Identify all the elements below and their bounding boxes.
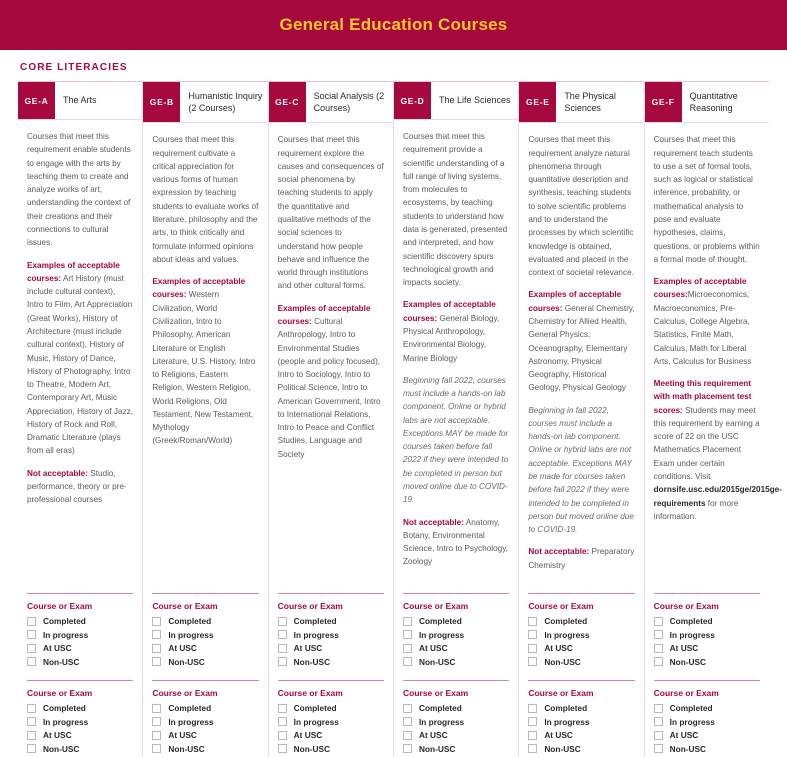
checkbox-icon[interactable]: [654, 644, 663, 653]
ge-category-name: Quantitative Reasoning: [689, 91, 738, 114]
requirement-description: Courses that meet this requirement teach students to use a set of formal tools, such as logical or statistical inference, probability, or mathematical analysis to pose and evaluate hypotheses, claims, questions, or problems within a formal mode of thought.: [653, 135, 760, 264]
checkbox-icon[interactable]: [278, 744, 287, 753]
checkbox-row[interactable]: [152, 730, 258, 740]
checkbox-row[interactable]: [528, 730, 634, 740]
checkbox-row[interactable]: [152, 616, 258, 626]
acceptable-courses-label: Examples of acceptable courses:: [277, 303, 371, 326]
requirement-description: Courses that meet this requirement cultivate a critical appreciation for various forms of human expression by teaching students to evaluate works of literature, philosophy and the arts, to think critically and formulate informed opinions about ideas and values.: [152, 135, 259, 264]
checkbox-icon[interactable]: [654, 657, 663, 666]
course-or-exam-group: [278, 593, 384, 670]
acceptable-courses-text: Art History (must include cultural context), Intro to Film, Art Appreciation (Great Works), History of Architecture (must include cultural context), History of Music, History of Dance, History of Photography, Intro to Theatre, Modern Art, Contemporary Art, Music Appreciation, History of Jazz, History of Rock and Roll, Dramatic Literature (plays from all eras): [27, 273, 134, 456]
checkbox-icon[interactable]: [528, 617, 537, 626]
checkbox-label: Completed: [418, 703, 462, 713]
checkbox-row[interactable]: [278, 717, 384, 727]
checkbox-icon[interactable]: [27, 744, 36, 753]
checkbox-label: In progress: [168, 629, 214, 640]
checkbox-label: Non-USC: [669, 743, 707, 754]
checkbox-label: Completed: [293, 703, 337, 713]
checkbox-label: In progress: [669, 716, 715, 727]
flex-spacer: [278, 470, 384, 583]
checkbox-icon[interactable]: [27, 617, 36, 626]
checkbox-row[interactable]: [654, 703, 760, 713]
checkbox-row[interactable]: [403, 703, 509, 713]
checkbox-row[interactable]: [278, 616, 384, 626]
checkbox-icon[interactable]: [528, 744, 537, 753]
course-or-exam-group: [403, 593, 509, 670]
checkbox-icon[interactable]: [152, 617, 161, 626]
checkbox-row[interactable]: [654, 630, 760, 640]
acceptable-courses-block: [403, 298, 509, 364]
ge-code-badge: GE-B: [143, 82, 180, 122]
course-or-exam-group: [528, 680, 634, 757]
checkbox-label: Completed: [669, 703, 713, 713]
ge-code-badge: GE-D: [394, 82, 431, 119]
checkbox-label: Completed: [43, 703, 86, 713]
checkbox-label: Completed: [418, 616, 462, 626]
course-or-exam-group: [27, 593, 133, 670]
math-placement-block: [653, 377, 782, 523]
checkbox-label: At USC: [293, 730, 323, 740]
ge-column-header: [394, 82, 518, 120]
checkbox-label: In progress: [293, 629, 339, 640]
checkbox-row[interactable]: [654, 744, 760, 754]
checkbox-label: In progress: [168, 716, 214, 727]
course-or-exam-title: Course or Exam: [528, 688, 594, 698]
checkbox-row[interactable]: [152, 703, 258, 713]
checkbox-label: In progress: [418, 716, 465, 727]
acceptable-courses-text: General Chemistry, Chemistry for Allied Health, General Physics, Oceanography, Elementary Astronomy, Physical Geography, Historical Geology, Physical Geology: [528, 303, 635, 393]
checkbox-icon[interactable]: [278, 704, 287, 713]
checkbox-row[interactable]: [27, 717, 133, 727]
course-or-exam-title: Course or Exam: [653, 688, 719, 698]
not-acceptable-block: [27, 467, 133, 507]
course-or-exam-title: Course or Exam: [27, 688, 93, 698]
checkbox-label: In progress: [43, 629, 89, 640]
acceptable-courses-text: General Biology, Physical Anthropology, Environmental Biology, Marine Biology: [402, 313, 500, 363]
checkbox-label: At USC: [43, 643, 72, 653]
checkbox-icon[interactable]: [27, 657, 36, 666]
checkbox-icon[interactable]: [278, 731, 287, 740]
checkbox-label: Completed: [168, 616, 212, 626]
checkbox-icon[interactable]: [278, 630, 287, 639]
acceptable-courses-text: Cultural Anthropology, Intro to Environmental Studies (people and policy focused), Intro to Sociology, Intro to Political Science, Intro to American Government, Intro to International Relations, Intro to Peace and Conflict Studies, Language and Society: [277, 316, 381, 459]
not-acceptable-text: Preparatory Chemistry: [528, 547, 635, 570]
not-acceptable-label: Not acceptable:: [402, 517, 464, 527]
checkbox-row[interactable]: [152, 657, 258, 667]
checkbox-label: Non-USC: [669, 656, 707, 667]
checkbox-row[interactable]: [27, 616, 133, 626]
course-or-exam-title: Course or Exam: [152, 601, 218, 611]
checkbox-label: In progress: [43, 716, 89, 727]
checkbox-label: In progress: [669, 629, 715, 640]
course-or-exam-group: [27, 680, 133, 757]
acceptable-courses-block: [27, 259, 133, 458]
checkbox-icon[interactable]: [27, 717, 36, 726]
ge-columns-grid: [18, 81, 782, 757]
checkbox-label: Completed: [544, 616, 588, 626]
checkbox-icon[interactable]: [528, 657, 537, 666]
ge-column-ge-e: [519, 82, 644, 757]
acceptable-courses-label: Examples of acceptable courses:: [653, 277, 747, 300]
not-acceptable-text: Studio, performance, theory or pre-professional courses: [27, 468, 127, 505]
checkbox-row[interactable]: [528, 630, 634, 640]
checkbox-label: At USC: [43, 730, 72, 740]
checkbox-label: At USC: [418, 643, 448, 653]
checkbox-row[interactable]: [528, 616, 634, 626]
lab-requirement-note: Beginning fall 2022, courses must include a hands-on lab component. Online or hybrid labs are not acceptable. Exceptions MAY be made for courses taken before fall 2022 if they were intended to be completed in person but moved online due to COVID-19.: [402, 375, 509, 505]
course-or-exam-title: Course or Exam: [528, 601, 594, 611]
acceptable-courses-block: [152, 275, 258, 448]
checkbox-row[interactable]: [278, 630, 384, 640]
checkbox-row[interactable]: [528, 703, 634, 713]
acceptable-courses-text: Microeconomics, Macroeconomics, Pre-Calculus, College Algebra, Statistics, Finite Math, Calculus, Math for Liberal Arts, Calculus for Business: [653, 290, 752, 366]
checkbox-row[interactable]: [278, 657, 384, 667]
course-or-exam-group: [278, 680, 384, 757]
checkbox-row[interactable]: [403, 657, 509, 667]
checkbox-icon[interactable]: [528, 731, 537, 740]
checkbox-icon[interactable]: [278, 617, 287, 626]
checkbox-label: At USC: [544, 643, 573, 653]
requirement-description: Courses that meet this requirement provide a scientific understanding of a full range of living systems, from molecules to ecosystems, by teaching students to understand how data is generated, presented and interpreted, and how scientific discovery spurs technological growth and impacts society.: [402, 132, 508, 288]
ge-column-header: [519, 82, 643, 123]
checkbox-icon[interactable]: [27, 731, 36, 740]
checkbox-row[interactable]: [403, 643, 509, 653]
ge-column-ge-b: [143, 82, 268, 757]
requirement-description: Courses that meet this requirement analyze natural phenomena through quantitative description and synthesis, teaching students to solve scientific problems and to understand the processes by which scientific knowledge is obtained, evaluated and placed in the context of societal relevance.: [528, 135, 634, 278]
ge-column-ge-d: [394, 82, 519, 757]
checkbox-row[interactable]: [403, 616, 509, 626]
checkbox-row[interactable]: [152, 643, 258, 653]
checkbox-icon[interactable]: [403, 744, 412, 753]
checkbox-icon[interactable]: [278, 717, 287, 726]
ge-column-body: [519, 123, 643, 757]
checkbox-icon[interactable]: [654, 630, 663, 639]
section-heading: CORE LITERACIES: [20, 62, 128, 73]
checkbox-row[interactable]: [654, 717, 760, 727]
checkbox-row[interactable]: [152, 744, 258, 754]
checkbox-row[interactable]: [654, 643, 760, 653]
math-placement-label: Meeting this requirement with math placement test scores:: [653, 379, 752, 415]
checkbox-icon[interactable]: [528, 717, 537, 726]
ge-code-badge: GE-F: [645, 82, 682, 122]
course-or-exam-title: Course or Exam: [402, 601, 469, 611]
checkbox-label: Non-USC: [544, 743, 581, 754]
checkbox-icon[interactable]: [403, 630, 412, 639]
not-acceptable-label: Not acceptable:: [528, 547, 590, 557]
checkbox-label: At USC: [418, 730, 448, 740]
checkbox-icon[interactable]: [403, 657, 412, 666]
checkbox-icon[interactable]: [152, 731, 161, 740]
course-or-exam-group: [152, 593, 258, 670]
checkbox-icon[interactable]: [152, 644, 161, 653]
checkbox-row[interactable]: [403, 630, 509, 640]
checkbox-row[interactable]: [654, 730, 760, 740]
course-or-exam-title: Course or Exam: [653, 601, 719, 611]
checkbox-icon[interactable]: [27, 630, 36, 639]
checkbox-icon[interactable]: [403, 731, 412, 740]
checkbox-row[interactable]: [403, 744, 509, 754]
page-title: General Education Courses: [279, 15, 508, 34]
checkbox-icon[interactable]: [654, 704, 663, 713]
checkbox-icon[interactable]: [27, 644, 36, 653]
checkbox-label: At USC: [168, 730, 197, 740]
checkbox-row[interactable]: [152, 630, 258, 640]
not-acceptable-block: [403, 516, 509, 569]
flex-spacer: [27, 516, 133, 583]
checkbox-icon[interactable]: [152, 704, 161, 713]
ge-column-body: [143, 123, 267, 757]
acceptable-courses-text: Western Civilization, World Civilization, Intro to Philosophy, American Literature or English Literature, U.S. History, Intro to Religions, Eastern Religion, Western Religion, World Religions, Old Testament, New Testament, Mythology (Greek/Roman/World): [152, 290, 256, 446]
ge-column-body: [18, 120, 142, 757]
checkbox-label: Non-USC: [43, 743, 80, 754]
checkbox-label: Non-USC: [43, 656, 80, 667]
checkbox-icon[interactable]: [654, 744, 663, 753]
acceptable-courses-label: Examples of acceptable courses:: [152, 277, 246, 300]
checkbox-row[interactable]: [654, 616, 760, 626]
checkbox-label: Completed: [43, 616, 86, 626]
checkbox-row[interactable]: [528, 717, 634, 727]
checkbox-label: At USC: [168, 643, 197, 653]
checkbox-icon[interactable]: [528, 630, 537, 639]
checkbox-label: In progress: [418, 629, 465, 640]
ge-column-ge-c: [269, 82, 394, 757]
checkbox-icon[interactable]: [152, 657, 161, 666]
checkbox-row[interactable]: [27, 657, 133, 667]
course-or-exam-group: [403, 680, 509, 757]
ge-category-name: The Arts: [63, 95, 97, 106]
ge-category-name: Social Analysis (2 Courses): [313, 91, 385, 114]
ge-category-name: The Physical Sciences: [564, 91, 616, 114]
checkbox-label: Completed: [669, 616, 713, 626]
checkbox-icon[interactable]: [152, 717, 161, 726]
ge-code-badge: GE-C: [269, 82, 306, 122]
checkbox-icon[interactable]: [152, 744, 161, 753]
course-or-exam-title: Course or Exam: [27, 601, 93, 611]
requirement-description: Courses that meet this requirement explore the causes and consequences of social phenomena by teaching students to apply the quantitative and qualitative methods of the social sciences to understand how people behave and influence the world through institutions and other cultural forms.: [277, 135, 384, 291]
checkbox-row[interactable]: [528, 657, 634, 667]
checkbox-icon[interactable]: [403, 717, 412, 726]
checkbox-row[interactable]: [27, 630, 133, 640]
checkbox-label: In progress: [544, 629, 590, 640]
course-or-exam-title: Course or Exam: [152, 688, 218, 698]
acceptable-courses-block: [654, 275, 760, 368]
core-literacies-section: [0, 50, 787, 757]
flex-spacer: [528, 581, 634, 583]
not-acceptable-block: [528, 545, 634, 572]
checkbox-icon[interactable]: [152, 630, 161, 639]
ge-category-name: The Life Sciences: [438, 95, 511, 106]
ge-category-name: Humanistic Inquiry (2 Courses): [188, 91, 263, 114]
lab-requirement-note: Beginning in fall 2022, courses must include a hands-on lab component. Online or hybrid labs are not acceptable. Exceptions MAY be made for courses taken before fall 2022 if they were intended to be completed in person but moved online due to COVID-19.: [528, 405, 634, 535]
checkbox-label: Non-USC: [293, 656, 331, 667]
checkbox-label: Completed: [293, 616, 337, 626]
acceptable-courses-block: [528, 288, 634, 394]
course-or-exam-group: [528, 593, 634, 670]
math-placement-text: Students may meet this requirement by earning a score of 22 on the USC Mathematics Placement Exam under certain conditions. Visit: [653, 405, 760, 482]
ge-column-header: [269, 82, 393, 123]
checkbox-label: Non-USC: [544, 656, 581, 667]
flex-spacer: [403, 578, 509, 583]
checkbox-label: Non-USC: [168, 743, 205, 754]
checkbox-icon[interactable]: [403, 617, 412, 626]
acceptable-courses-label: Examples of acceptable courses:: [528, 290, 622, 313]
ge-column-ge-a: [18, 82, 143, 757]
ge-column-body: [269, 123, 393, 757]
checkbox-row[interactable]: [278, 730, 384, 740]
ge-column-body: [394, 120, 518, 757]
course-or-exam-group: [654, 680, 760, 757]
checkbox-row[interactable]: [27, 744, 133, 754]
acceptable-courses-label: Examples of acceptable courses:: [27, 260, 120, 283]
ge-column-header: [18, 82, 142, 120]
checkbox-row[interactable]: [27, 730, 133, 740]
not-acceptable-text: Anatomy, Botany, Environmental Science, Intro to Psychology, Zoology: [402, 517, 508, 567]
checkbox-row[interactable]: [528, 643, 634, 653]
course-or-exam-title: Course or Exam: [277, 688, 343, 698]
checkbox-label: Non-USC: [168, 656, 205, 667]
acceptable-courses-block: [278, 302, 384, 461]
checkbox-row[interactable]: [528, 744, 634, 754]
checkbox-icon[interactable]: [403, 644, 412, 653]
ge-requirements-link[interactable]: dornsife.usc.edu/2015ge/2015ge-requirements: [653, 485, 782, 508]
checkbox-row[interactable]: [654, 657, 760, 667]
checkbox-icon[interactable]: [654, 731, 663, 740]
checkbox-label: Non-USC: [293, 743, 331, 754]
checkbox-icon[interactable]: [27, 704, 36, 713]
checkbox-row[interactable]: [278, 643, 384, 653]
checkbox-row[interactable]: [403, 730, 509, 740]
checkbox-icon[interactable]: [528, 644, 537, 653]
course-or-exam-group: [654, 593, 760, 670]
course-or-exam-group: [152, 680, 258, 757]
ge-code-badge: GE-E: [519, 82, 556, 122]
ge-code-badge: GE-A: [18, 82, 55, 119]
checkbox-label: Completed: [168, 703, 212, 713]
course-or-exam-title: Course or Exam: [402, 688, 469, 698]
ge-column-ge-f: [645, 82, 782, 757]
checkbox-label: In progress: [293, 716, 339, 727]
flex-spacer: [152, 457, 258, 583]
ge-column-header: [143, 82, 267, 123]
page-banner: [0, 0, 787, 50]
checkbox-icon[interactable]: [278, 657, 287, 666]
checkbox-label: Non-USC: [418, 656, 456, 667]
checkbox-icon[interactable]: [654, 617, 663, 626]
flex-spacer: [654, 532, 760, 583]
checkbox-label: At USC: [544, 730, 573, 740]
ge-column-body: [645, 123, 782, 757]
acceptable-courses-label: Examples of acceptable courses:: [402, 300, 496, 323]
checkbox-row[interactable]: [152, 717, 258, 727]
checkbox-label: At USC: [669, 643, 699, 653]
checkbox-row[interactable]: [278, 703, 384, 713]
checkbox-label: Non-USC: [418, 743, 456, 754]
checkbox-row[interactable]: [27, 643, 133, 653]
requirement-description: Courses that meet this requirement enable students to engage with the arts by teaching them to create and analyze works of art, understanding the context of their creations and their connections to cultural issues.: [27, 132, 131, 248]
checkbox-icon[interactable]: [403, 704, 412, 713]
checkbox-label: At USC: [293, 643, 323, 653]
checkbox-row[interactable]: [403, 717, 509, 727]
checkbox-label: Completed: [544, 703, 588, 713]
checkbox-icon[interactable]: [278, 644, 287, 653]
checkbox-icon[interactable]: [528, 704, 537, 713]
checkbox-row[interactable]: [27, 703, 133, 713]
checkbox-label: At USC: [669, 730, 699, 740]
checkbox-label: In progress: [544, 716, 590, 727]
math-placement-tail: for more information.: [653, 498, 739, 521]
course-or-exam-title: Course or Exam: [277, 601, 343, 611]
checkbox-icon[interactable]: [654, 717, 663, 726]
not-acceptable-label: Not acceptable:: [27, 468, 88, 478]
ge-column-header: [645, 82, 769, 123]
checkbox-row[interactable]: [278, 744, 384, 754]
